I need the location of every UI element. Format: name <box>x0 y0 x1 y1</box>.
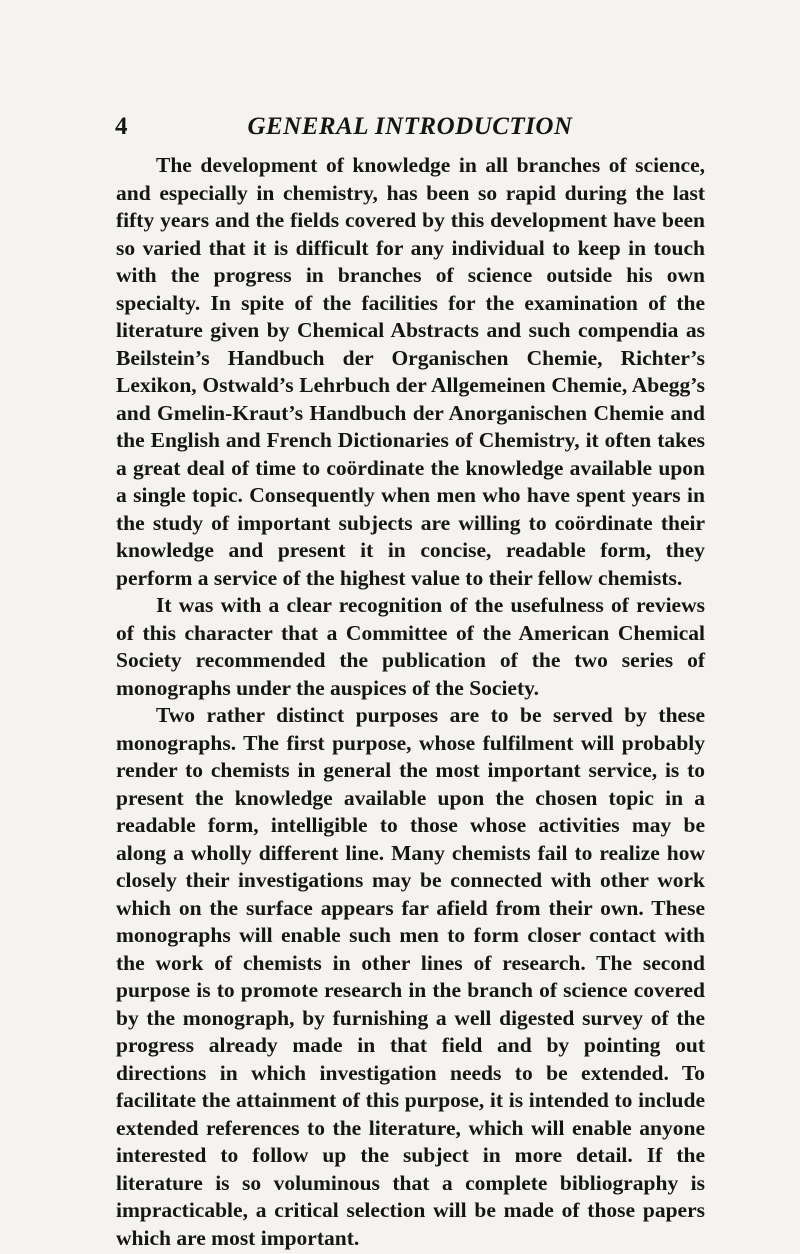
running-title: GENERAL INTRODUCTION <box>247 113 573 140</box>
page-number: 4 <box>115 113 128 140</box>
paragraph-purposes: Two rather distinct purposes are to be served by these monographs. The first purpose, whose fulfilment will probably render to chemists in general the most important service, is to present the knowledge available upon the chosen topic in a readable form, intelligible to those whose activities may be along a wholly different line. Many chemists fail to realize how closely their investigations may be connected with other work which on the surface appears far afield from their own. These monographs will enable such men to form closer contact with the work of chemists in other lines of research. The second purpose is to promote research in the branch of science covered by the monograph, by furnishing a well digested survey of the progress already made in that field and by pointing out directions in which investigation needs to be extended. To facilitate the attainment of this purpose, it is intended to include extended references to the literature, which will enable anyone interested to follow up the subject in more detail. If the literature is so voluminous that a complete bibliography is impracticable, a critical selection will be made of those papers which are most important. <box>116 703 705 1250</box>
paragraph-committee: It was with a clear recognition of the usefulness of reviews of this character that a Committee of the American Chemical Society recommended the publication of the two series of monographs under the auspices of the Society. <box>116 593 705 700</box>
running-head <box>115 112 705 142</box>
body-text <box>116 152 705 1252</box>
paragraph-development: The development of knowledge in all branches of science, and especially in chemistry, has been so rapid during the last fifty years and the fields covered by this development have been so varied that it is difficult for any individual to keep in touch with the progress in branches of science outside his own specialty. In spite of the facilities for the examination of the literature given by Chemical Abstracts and such compendia as Beilstein’s Handbuch der Organischen Chemie, Richter’s Lexikon, Ostwald’s Lehrbuch der Allgemeinen Chemie, Abegg’s and Gmelin-Kraut’s Handbuch der Anorganischen Chemie and the English and French Dictionaries of Chemistry, it often takes a great deal of time to coördinate the knowledge available upon a single topic. Consequently when men who have spent years in the study of important subjects are willing to coördinate their knowledge and present it in concise, readable form, they perform a service of the highest value to their fellow chemists. <box>116 153 705 590</box>
